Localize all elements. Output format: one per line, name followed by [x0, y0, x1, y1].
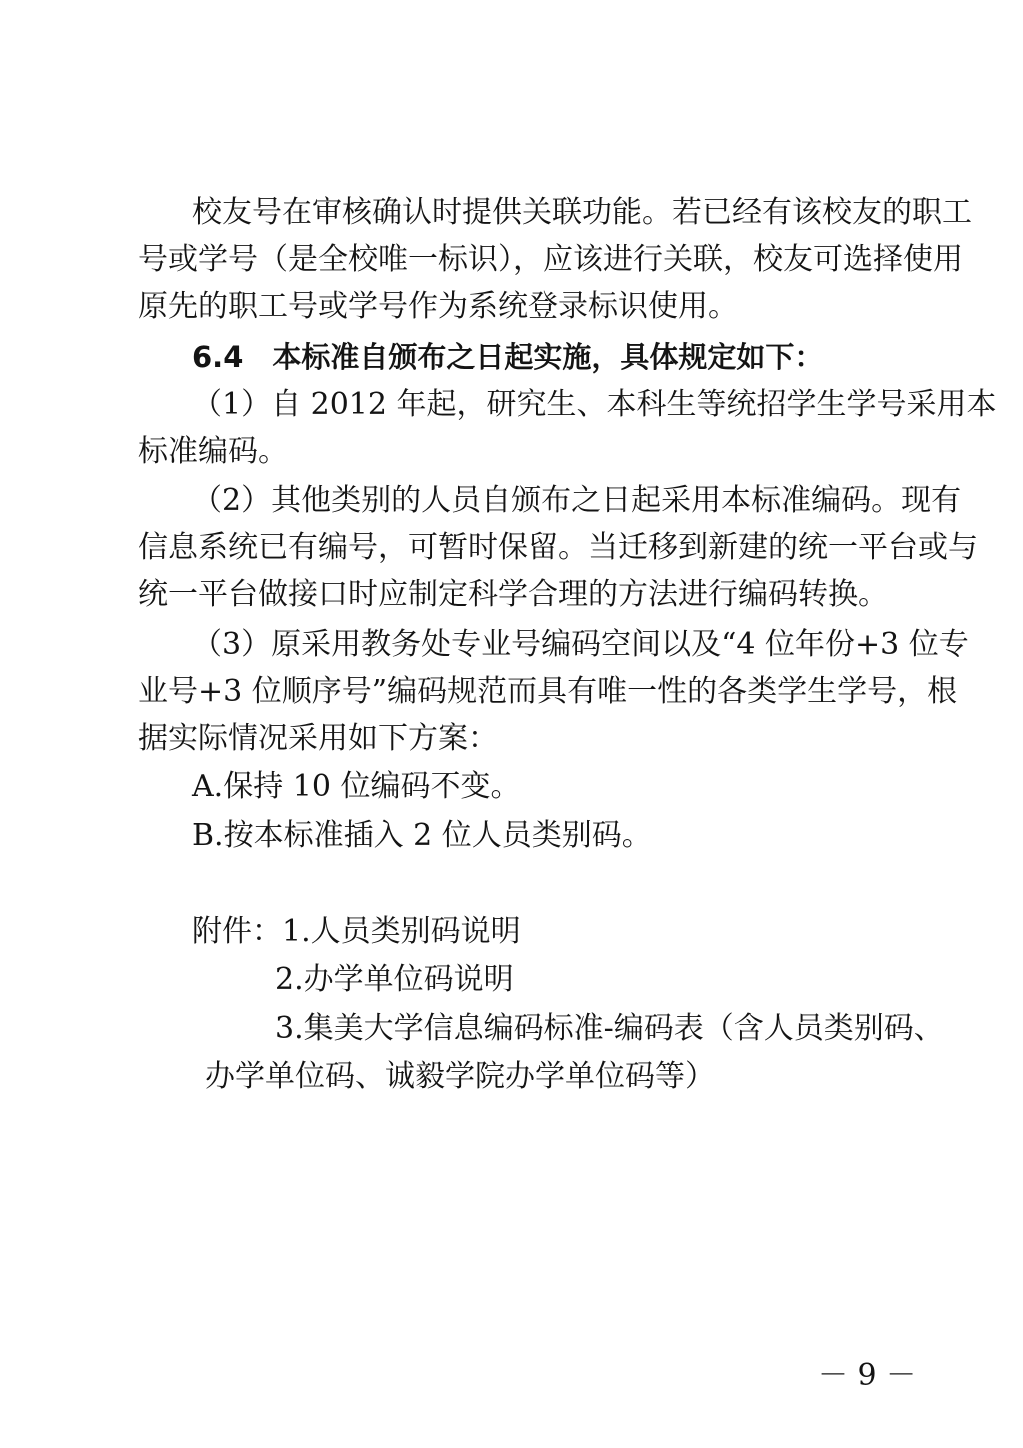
attachment-item-3-continued: 办学单位码、诚毅学院办学单位码等）: [205, 1059, 715, 1094]
option-a: A.保持 10 位编码不变。: [192, 769, 521, 804]
paragraph-line: 校友号在审核确认时提供关联功能。若已经有该校友的职工: [192, 195, 972, 230]
list-item-line: （3）原采用教务处专业号编码空间以及“4 位年份+3 位专: [192, 627, 969, 662]
attachment-item-1: 附件：1.人员类别码说明: [192, 914, 521, 949]
paragraph-line: 号或学号（是全校唯一标识），应该进行关联，校友可选择使用: [138, 242, 963, 277]
paragraph-line: 原先的职工号或学号作为系统登录标识使用。: [138, 289, 738, 324]
section-heading: 6.4 本标准自颁布之日起实施，具体规定如下：: [192, 340, 824, 374]
attachment-item-2: 2.办学单位码说明: [275, 962, 514, 997]
page-number: － 9 －: [818, 1358, 917, 1393]
list-item-line: 统一平台做接口时应制定科学合理的方法进行编码转换。: [138, 577, 888, 612]
list-item-line: 据实际情况采用如下方案：: [138, 721, 498, 756]
attachment-item-3: 3.集美大学信息编码标准-编码表（含人员类别码、: [275, 1011, 944, 1046]
list-item-line: 标准编码。: [138, 434, 288, 469]
option-b: B.按本标准插入 2 位人员类别码。: [192, 818, 652, 853]
list-item-line: （2）其他类别的人员自颁布之日起采用本标准编码。现有: [192, 483, 962, 518]
list-item-line: （1）自 2012 年起，研究生、本科生等统招学生学号采用本: [192, 387, 997, 422]
list-item-line: 信息系统已有编号，可暂时保留。当迁移到新建的统一平台或与: [138, 530, 978, 565]
list-item-line: 业号+3 位顺序号”编码规范而具有唯一性的各类学生学号，根: [138, 674, 958, 709]
